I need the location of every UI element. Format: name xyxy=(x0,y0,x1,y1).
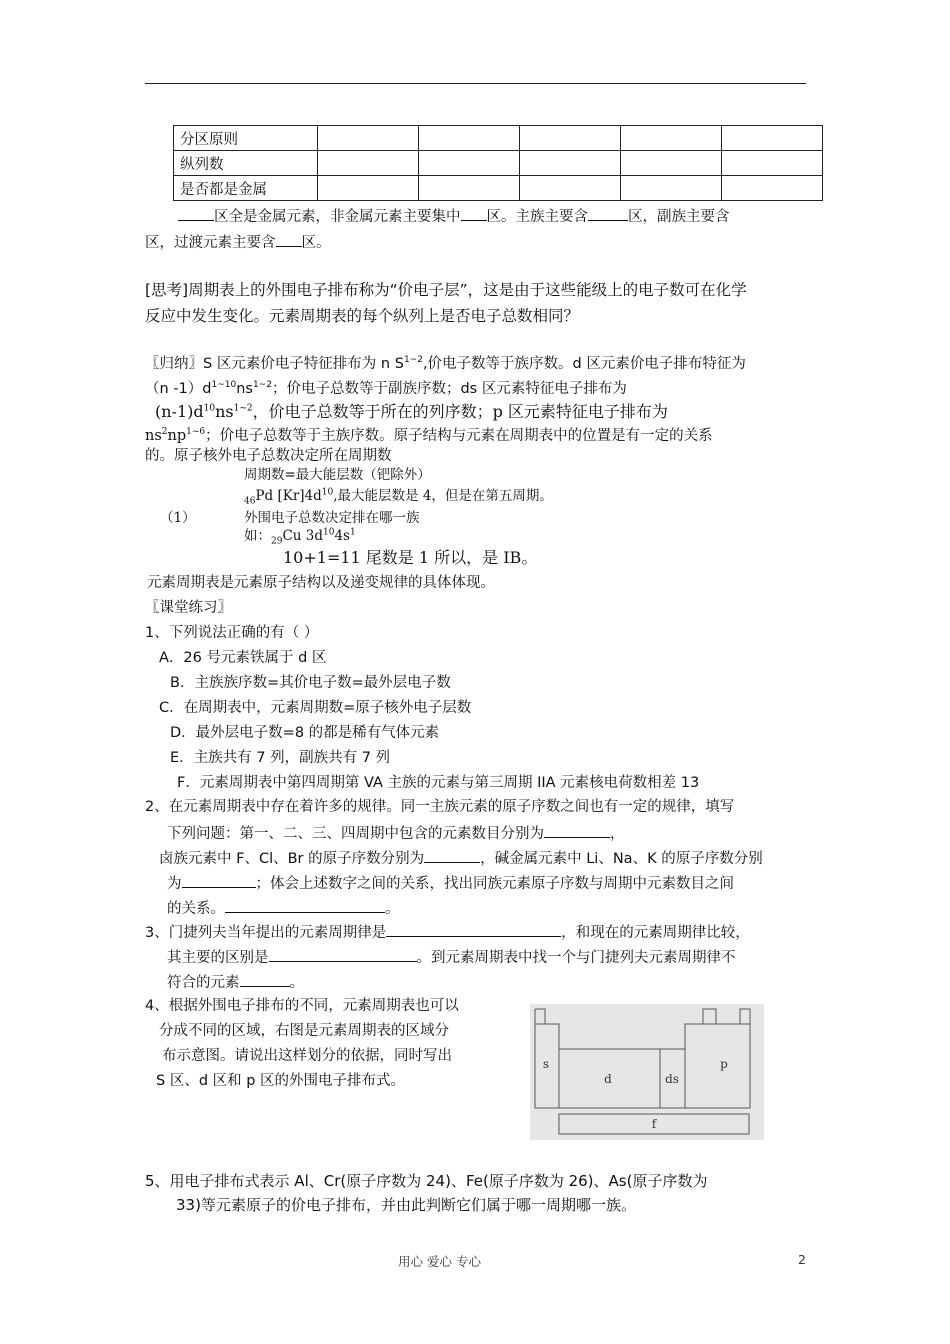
question-3-line-2: 其主要的区别是 。到元素周期表中找一个与门捷列夫元素周期律不 xyxy=(167,947,736,967)
blank[interactable] xyxy=(424,848,480,863)
question-4-line-1: 4、根据外围电子排布的不同，元素周期表也可以 xyxy=(145,998,459,1014)
practice-title: 〖课堂练习〗 xyxy=(145,600,232,616)
option-e: E．主族共有 7 列，副族共有 7 列 xyxy=(170,750,391,766)
question-4-line-3: 布示意图。请说出这样划分的依据，同时写出 xyxy=(162,1048,452,1064)
question-2-line-2: 下列问题：第一、二、三、四周期中包含的元素数目分别为 ， xyxy=(167,823,625,843)
think-line-1: [思考]周期表上的外围电子排布称为“价电子层”，这是由于这些能级上的电子数可在化学 xyxy=(145,281,747,299)
blank[interactable] xyxy=(386,922,561,937)
blank[interactable] xyxy=(269,947,417,962)
summary-line-10: 10+1=11 尾数是 1 所以，是 IB。 xyxy=(283,548,538,567)
summary-line-7: $_{46}$Pd $[Kr]4d^{10}$,最大能层数是 4，但是在第五周期。 xyxy=(244,487,553,507)
ds-label: ds xyxy=(665,1072,679,1086)
periodic-zone-diagram xyxy=(530,1004,764,1140)
footer-motto: 用心 爱心 专心 xyxy=(398,1254,481,1269)
option-a: A．26 号元素铁属于 d 区 xyxy=(159,650,327,666)
option-b: B．主族族序数=其价电子数=最外层电子数 xyxy=(170,675,451,691)
periodic-zone-svg xyxy=(530,1004,764,1140)
table-row xyxy=(174,151,823,176)
think-line-2: 反应中发生变化。元素周期表的每个纵列上是否电子总数相同？ xyxy=(145,307,580,325)
summary-line-4: $ns^2np^{1\sim 6}$；价电子总数等于主族序数。原子结构与元素在周期表中的位置是有一定的关系 xyxy=(145,427,713,444)
summary-line-5: 的。原子核外电子总数决定所在周期数 xyxy=(145,448,392,464)
question-5-line-2: 33)等元素原子的价电子排布，并由此判断它们属于哪一周期哪一族。 xyxy=(176,1196,636,1214)
page-number: 2 xyxy=(798,1252,806,1267)
summary-line-2: （n $-1)d^{1\sim 10}ns^{1\sim 2}$；价电子总数等于副族序数；ds 区元素特征电子排布为 xyxy=(145,380,627,397)
p-label: p xyxy=(720,1057,728,1071)
p-block xyxy=(685,1024,750,1108)
table-row xyxy=(174,176,823,201)
row-label: 分区原则 xyxy=(174,126,318,151)
question-4-line-4: S 区、d 区和 p 区的外围电子排布式。 xyxy=(156,1073,406,1089)
s-label: s xyxy=(542,1057,550,1071)
question-2-line-3: 卤族元素中 F、Cl、Br 的原子序数分别为 ，碱金属元素中 Li、Na、K 的原子序数分别 xyxy=(159,848,763,868)
fill-line-2: 区，过渡元素主要含 区。 xyxy=(145,232,331,252)
question-5-line-1: 5、用电子排布式表示 Al、Cr(原子序数为 24)、Fe(原子序数为 26)、As(原子序数为 xyxy=(145,1172,708,1190)
zone-table xyxy=(173,125,823,201)
option-c: C．在周期表中，元素周期数=原子核外电子层数 xyxy=(159,700,472,716)
summary-line-6: 周期数=最大能层数（钯除外） xyxy=(244,467,431,483)
blank[interactable] xyxy=(461,206,487,221)
question-4-line-2: 分成不同的区域，右图是元素周期表的区域分 xyxy=(159,1023,449,1039)
option-d: D．最外层电子数=8 的都是稀有气体元素 xyxy=(170,725,440,741)
table-row xyxy=(174,126,823,151)
blank[interactable] xyxy=(544,823,610,838)
question-2-line-1: 2、在元素周期表中存在着许多的规律。同一主族元素的原子序数之间也有一定的规律，填写 xyxy=(145,799,735,815)
blank[interactable] xyxy=(276,232,302,247)
blank[interactable] xyxy=(178,206,214,221)
summary-line-3: $(n-1)d^{10}ns^{1\sim 2}$，价电子总数等于所在的列序数；p 区元素特征电子排布为 xyxy=(155,402,668,421)
blank[interactable] xyxy=(225,898,385,913)
row-label: 纵列数 xyxy=(174,151,318,176)
question-3-line-1: 3、门捷列夫当年提出的元素周期律是 ，和现在的元素周期律比较， xyxy=(145,922,750,942)
question-3-line-3: 符合的元素 。 xyxy=(167,972,304,992)
question-1: 1、下列说法正确的有（ ） xyxy=(145,625,319,641)
blank[interactable] xyxy=(588,206,628,221)
summary-line-8: 外围电子总数决定排在哪一族 xyxy=(244,510,420,526)
d-label: d xyxy=(604,1072,612,1086)
summary-line-11: 元素周期表是元素原子结构以及递变规律的具体体现。 xyxy=(147,575,495,591)
summary-line-9: 如：$_{29}$Cu $3d^{10}4s^1$ xyxy=(244,527,356,547)
summary-line-8-num: （1） xyxy=(160,510,196,526)
blank[interactable] xyxy=(182,873,256,888)
summary-line-1: 〖归纳〗S 区元素价电子特征排布为 n $S^{1\sim 2}$,价电子数等于族序数。d 区元素价电子排布特征为 xyxy=(145,355,746,372)
option-f: F．元素周期表中第四周期第 VA 主族的元素与第三周期 IIA 元素核电荷数相差 13 xyxy=(177,775,700,791)
header-rule xyxy=(145,83,806,84)
blank[interactable] xyxy=(240,972,290,987)
f-label: f xyxy=(651,1117,657,1131)
row-label: 是否都是金属 xyxy=(174,176,318,201)
question-2-line-4: 为 ；体会上述数字之间的关系，找出同族元素原子序数与周期中元素数目之间 xyxy=(167,873,734,893)
fill-line-1: 区全是金属元素，非金属元素主要集中 区。主族主要含 区，副族主要含 xyxy=(178,206,730,226)
question-2-line-5: 的关系。 。 xyxy=(167,898,400,918)
